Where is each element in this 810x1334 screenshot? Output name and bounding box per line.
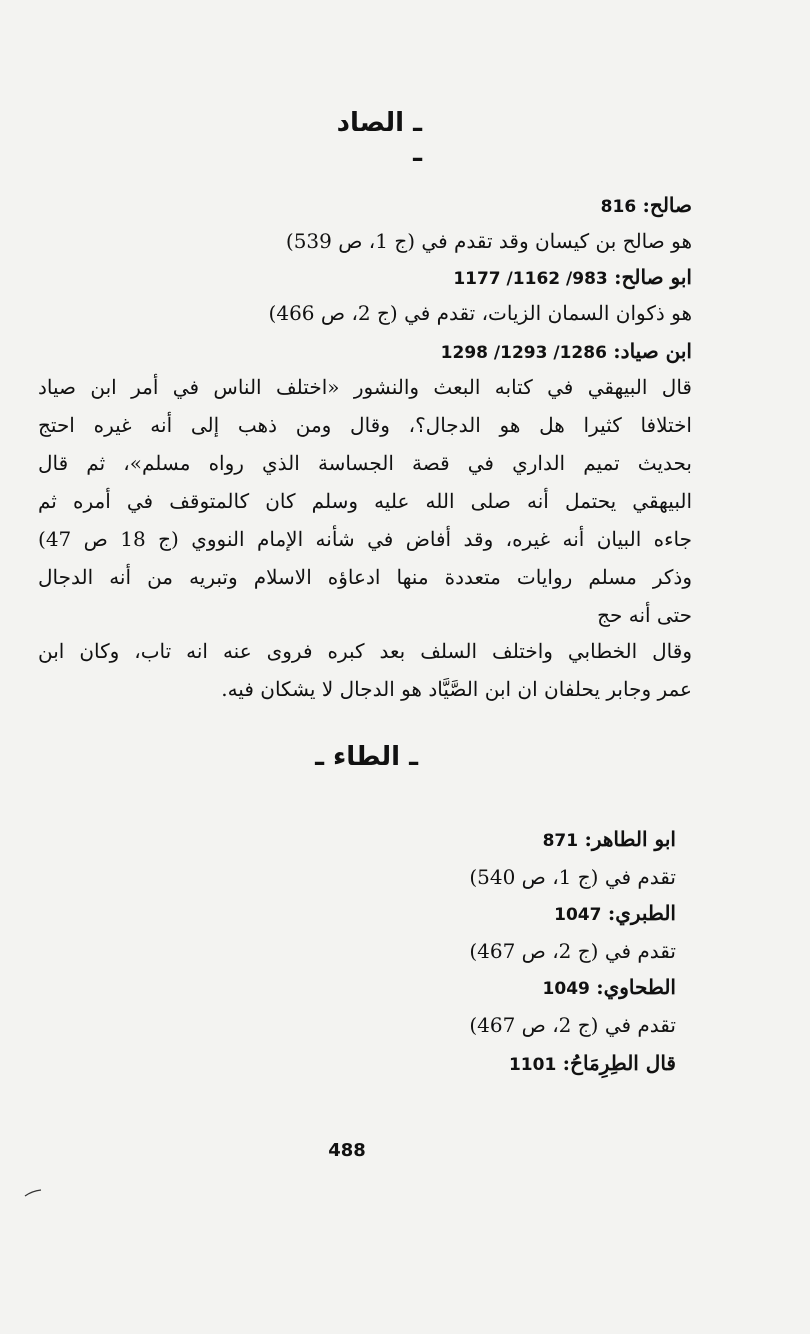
- entry-heading: [509, 1048, 676, 1080]
- entry-numbers: 1047: [554, 905, 602, 925]
- entry-label: الطبري:: [607, 901, 676, 925]
- entry-text-line: حتى أنه حج: [597, 603, 692, 627]
- entry-text-line: عمر وجابر يحلفان ان ابن الصَّيَّاد هو الدجال لا يشكان فيه.: [221, 677, 692, 701]
- entry-label: صالح:: [642, 193, 692, 217]
- entry-numbers: 1286/ 1293/ 1298: [440, 343, 607, 363]
- entry-text-line: جاءه البيان أنه غيره، وقد أفاض في شأنه الإمام النووي (ج 18 ص 47): [38, 527, 692, 551]
- entry-text-line: تقدم في (ج 1، ص 540): [469, 865, 676, 889]
- entry-label: ابو الطاهر:: [584, 827, 676, 851]
- entry-text-line: وقال الخطابي واختلف السلف بعد كبره فروى عنه انه تاب، وكان ابن: [38, 639, 692, 663]
- entry-label: ابو صالح:: [614, 265, 692, 289]
- stray-ink-mark: [24, 1188, 42, 1198]
- entry-text-line: قال البيهقي في كتابه البعث والنشور «اختلف الناس في أمر ابن صياد: [38, 375, 692, 399]
- entry-label: الطحاوي:: [596, 975, 676, 999]
- entry-text-line: اختلافا كثيرا هل هو الدجال؟، وقال ومن ذهب إلى أنه غيره احتج: [38, 413, 692, 437]
- entry-text-line: تقدم في (ج 2، ص 467): [469, 939, 676, 963]
- entry-numbers: 1101: [508, 1055, 557, 1075]
- entry-numbers: 816: [600, 197, 637, 217]
- section-title-ta: ـ الطاء ـ: [315, 742, 418, 772]
- entry-label: ابن صياد:: [613, 339, 692, 363]
- entry-numbers: 871: [542, 831, 579, 851]
- entry-text-line: البيهقي يحتمل أنه صلى الله عليه وسلم كان كالمتوقف في أمره ثم: [38, 489, 692, 513]
- page-number: 488: [328, 1140, 366, 1161]
- entry-text-line: وذكر مسلم روايات متعددة منها ادعاؤه الاسلام وتبريه من أنه الدجال: [38, 565, 692, 589]
- entry-numbers: 1049: [542, 979, 590, 999]
- entry-heading: [543, 972, 676, 1004]
- entry-heading: [543, 824, 676, 856]
- entry-label: قال الطِرِمَاحُ:: [562, 1051, 676, 1075]
- entry-heading: [601, 190, 692, 222]
- entry-numbers: 983/ 1162/ 1177: [453, 269, 608, 289]
- entry-text-line: هو صالح بن كيسان وقد تقدم في (ج 1، ص 539): [285, 229, 692, 253]
- entry-text-line: هو ذكوان السمان الزيات، تقدم في (ج 2، ص 466): [268, 301, 692, 325]
- entry-text-line: تقدم في (ج 2، ص 467): [469, 1013, 676, 1037]
- entry-heading: [441, 336, 692, 368]
- entry-heading: [453, 262, 692, 294]
- entry-text-line: بحديث تميم الداري في قصة الجساسة الذي رواه مسلم»، ثم قال: [38, 451, 692, 475]
- entry-heading: [554, 898, 676, 930]
- section-title-sad: ـ الصاد ـ: [336, 108, 422, 168]
